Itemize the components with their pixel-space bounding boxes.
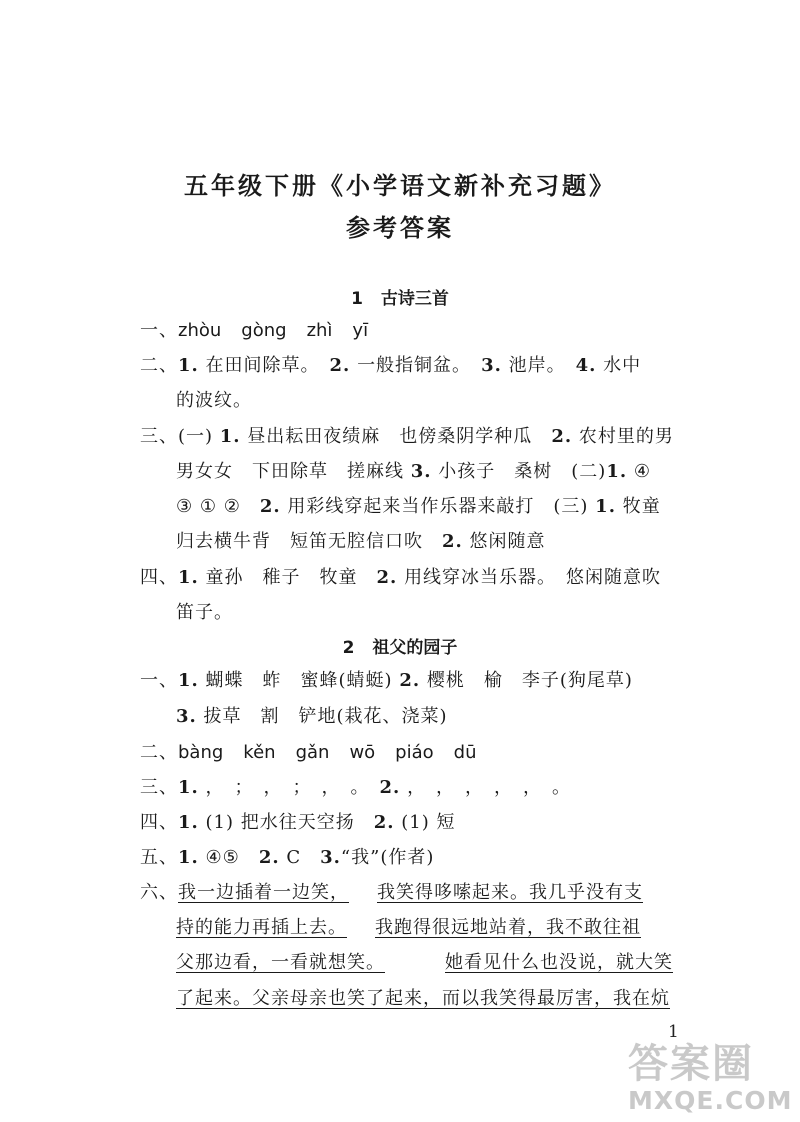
answer-line: 二、bàng kěn gǎn wō piáo dū [140, 738, 660, 764]
answer-line: 五、1. ④⑤ 2. C 3.“我”(作者) [140, 847, 435, 868]
answer-line: 一、zhòu gòng zhì yī [140, 316, 660, 342]
answer-line [176, 913, 696, 939]
section-number: 2 [342, 638, 355, 658]
answer-line: 男女女 下田除草 搓麻线 3. 小孩子 桑树 (二)1. ④ [176, 461, 651, 482]
underlined-quote: 我跑得很远地站着，我不敢往祖 [375, 917, 641, 938]
underlined-quote: 了起来。父亲母亲也笑了起来，而以我笑得最厉害，我在炕 [176, 988, 670, 1009]
answer-line: 一、1. 蝴蝶 蚱 蜜蜂(蜻蜓) 2. 樱桃 榆 李子(狗尾草) [140, 670, 633, 691]
underlined-quote: 她看见什么也没说，就大笑 [445, 952, 673, 973]
underlined-quote: 我一边插着一边笑， [178, 882, 349, 903]
answer-line: ③ ① ② 2. 用彩线穿起来当作乐器来敲打 (三) 1. 牧童 [176, 496, 661, 517]
answer-line: 二、1. 在田间除草。 2. 一般指铜盆。 3. 池岸。 4. 水中 [140, 355, 642, 376]
answer-line: 3. 拔草 割 铲地(栽花、浇菜) [176, 706, 448, 727]
pinyin-answers: zhòu gòng zhì yī [178, 320, 369, 341]
answer-line: 三、1. ， ； ， ； ， 。 2. ， ， ， ， ， 。 [140, 777, 572, 798]
answer-line: 三、(一) 1. 昼出耘田夜绩麻 也傍桑阴学种瓜 2. 农村里的男 [140, 426, 674, 447]
watermark-logo: 答案圈 MXQE.COM [628, 1041, 793, 1115]
answer-line: 四、1. 童孙 稚子 牧童 2. 用线穿冰当乐器。 悠闲随意吹 [140, 567, 662, 588]
answer-line: 四、1. (1) 把水往天空扬 2. (1) 短 [140, 812, 456, 833]
answer-line [176, 984, 696, 1010]
page-number: 1 [668, 1022, 679, 1042]
section-heading-2 [0, 633, 800, 658]
answer-line: 归去横牛背 短笛无腔信口吹 2. 悠闲随意 [176, 531, 546, 552]
pinyin-answers: bàng kěn gǎn wō piáo dū [178, 742, 477, 763]
answer-line: 的波纹。 [176, 390, 252, 411]
underlined-quote: 我笑得哆嗦起来。我几乎没有支 [377, 882, 643, 903]
underlined-quote: 父那边看，一看就想笑。 [176, 952, 385, 973]
underlined-quote: 持的能力再插上去。 [176, 917, 347, 938]
document-subtitle: 参考答案 [346, 214, 454, 242]
document-title: 五年级下册《小学语文新补充习题》 [184, 172, 616, 200]
answer-line: 六、我一边插着一边笑， 我笑得哆嗦起来。我几乎没有支 [140, 882, 643, 903]
answer-line [176, 948, 696, 974]
section-title: 古诗三首 [380, 289, 449, 309]
section-heading-1 [0, 284, 800, 309]
answer-line: 笛子。 [176, 602, 233, 623]
section-title: 祖父的园子 [372, 638, 458, 658]
section-number: 1 [351, 289, 363, 309]
